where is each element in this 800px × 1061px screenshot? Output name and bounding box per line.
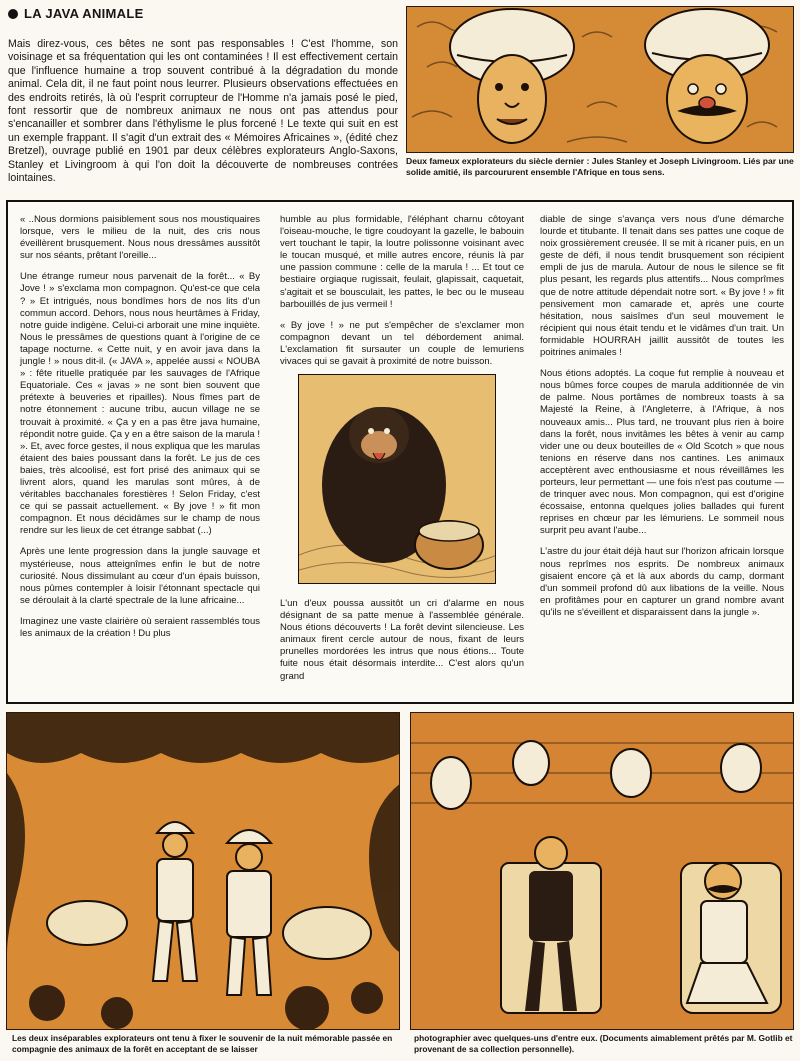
paragraph: « By jove ! » ne put s'empêcher de s'exclamer mon compagnon devant un tel débordement animal. L'exclamation fit sursauter un couple de lemuriens vivaces qui se gavait à proximité de notre buisson.	[280, 319, 524, 368]
bottom-right-caption: photographier avec quelques-uns d'entre eux. (Documents aimablement prêtés par M. Gotlib et provenant de sa collection personnelle).	[414, 1033, 793, 1054]
bullet-icon	[8, 9, 18, 19]
explorers-interior-illustration	[410, 712, 794, 1030]
gorilla-illustration	[298, 374, 496, 584]
paragraph: L'astre du jour était déjà haut sur l'horizon africain lorsque nous reprîmes nos esprits. De nombreux animaux gisaient encore çà et là aux abords du camp, dormant d'un sommeil profond dû aux libations de la veille. Nous en profitâmes pour en capturer un grand nombre avant qu'ils ne s'éveillent et disparaissent dans la jungle ».	[540, 546, 784, 618]
top-caption: Deux fameux explorateurs du siècle dernier : Jules Stanley et Joseph Livingroom. Liés par une solide amitié, ils parcoururent ensemble l'Afrique en tous sens.	[406, 156, 794, 177]
paragraph: Imaginez une vaste clairière où seraient rassemblés tous les animaux de la création ! Du plus	[20, 615, 260, 639]
story-column-1	[20, 214, 260, 649]
paragraph: Après une lente progression dans la jungle sauvage et mystérieuse, nous atteignîmes enfin le but de notre curiosité. Nous dissimulant au cœur d'un épais buisson, nous pûmes contempler à loisir l'étonnant spectacle qui se déroulait à la clarté spectrale de la lune africaine...	[20, 546, 260, 606]
paragraph: humble au plus formidable, l'éléphant charnu côtoyant l'oiseau-mouche, le tigre coudoyant la gazelle, le babouin vert touchant le tapir, la loutre polissonne voisinant avec le toucan musqué, et mille autres encore, réunis là par une passion commune : celle de la marula ! ... Et tout ce bestiaire orgiaque rugissait, feulait, glapissait, caquetait, s'agitait et se bousculait, les pattes, le bec ou le museau barbouillés de jus vermeil !	[280, 214, 524, 310]
paragraph: Une étrange rumeur nous parvenait de la forêt... « By Jove ! » s'exclama mon compagnon. Qu'est-ce que cela ? » Et intrigués, nous bondîmes hors de nos lits d'un commun accord. Dehors, nous nous heurtâmes à Friday, notre guide indigène. Celui-ci arborait une mine inquiète. Nous le pressâmes de questions quant à l'origine de ce tapage nocturne. « Cette nuit, y en avoir java dans la jungle ! » nous dit-il. (« JAVA », appelée aussi « NOUBA » : fête rituelle pratiquée par les sauvages de l'Afrique Equatoriale. Ces « javas » ne sont bien souvent que prétexte à beuveries et ripailles). Nous fîmes part de notre étonnement : aucune tribu, aucun village ne se trouvait à proximité. « Ça y en a pas être java humaine, répondit notre guide. Ça y en a être saison de la marula ! ». Et, avec force gestes, il nous expliqua que les marulas étaient des baies poussant dans la forêt. Le jus de ces baies, très alcoolisé, est fort prisé des animaux qui se livrent alors, quand les marulas sont mûres, à de véritables bacchanales forestières ! Selon Friday, c'est ce qui se passait actuellement. « By jove ! » fit mon compagnon. Et nous décidâmes sur le champ de nous rendre sur les lieux de cet étrange sabbat (...)	[20, 271, 260, 537]
story-column-2-continued	[280, 598, 524, 692]
seated-explorer-left	[501, 837, 601, 1013]
seated-explorer-right	[681, 863, 781, 1013]
explorers-portrait-illustration	[406, 6, 794, 153]
article-title	[8, 6, 144, 21]
paragraph: diable de singe s'avança vers nous d'une démarche lourde et titubante. Il tenait dans ses pattes une coque de noix grossièrement creusée. Il se mit à ricaner puis, en un geste de défi, il nous tendit brusquement son récipient empli de jus de marula. Autour de nous le silence se fit plus pesant, les regards plus attentifs... Nous comprîmes que de notre attitude dépendait notre sort. « By jove ! » fit pensivement mon camarade et, après une courte hésitation, nous saisîmes d'un seul mouvement le récipient qui nous était tendu et le vidâmes d'un trait. Un formidable HOURRAH jaillit aussitôt de toutes les poitrines animales !	[540, 214, 784, 359]
paragraph: « ..Nous dormions paisiblement sous nos moustiquaires lorsque, vers le milieu de la nuit, des cris nous éveillèrent brusquement. Nous nous dressâmes aussitôt sur nos séants, prêtant l'oreille...	[20, 214, 260, 262]
intro-paragraph: Mais direz-vous, ces bêtes ne sont pas responsables ! C'est l'homme, son voisinage et sa fréquentation qui les ont contaminées ! Il est effectivement certain que l'influence humaine a trop souvent contribué à la dégradation du monde animal. Cela dit, il ne faut point nous leurrer. Plusieurs observations effectuées en des endroits retirés, là où l'esprit corrupteur de l'Homme n'a jamais posé le pied, font ressortir que de nombreux animaux ne nous ont pas attendus pour s'encanailler et sombrer dans l'éthylisme le plus forcené ! Le texte qui suit en est un exemple frappant. Il s'agit d'un extrait des « Mémoires Africaines », (édité chez Bretzel), ouvrage publié en 1901 par deux célèbres explorateurs Anglo-Saxons, Stanley et Livingroom à qui l'on doit la découverte de nombreuses contrées lointaines.	[8, 38, 398, 185]
story-box	[6, 200, 794, 704]
bottom-left-caption: Les deux inséparables explorateurs ont tenu à fixer le souvenir de la nuit mémorable passée en compagnie des animaux de la forêt en acceptant de se laisser	[12, 1033, 393, 1054]
story-column-3	[540, 214, 784, 628]
explorers-with-animals-illustration	[6, 712, 400, 1030]
paragraph: Nous étions adoptés. La coque fut remplie à nouveau et nous bûmes force coupes de marula additionnée de vin de palme. Nous portâmes de nombreux toasts à sa Majesté la Reine, à l'Angleterre, à l'Afrique, à nos nouveaux amis... Plus tard, ne trouvant plus rien à boire dans la forêt, nous invitâmes les bêtes à venir au camp vider une ou deux bouteilles de « Old Scotch » que nous tenions en réserve dans nos cantines. Les animaux acceptèrent avec enthousiasme et nous réveillâmes les porteurs, leur permettant — une fois n'est pas coutume — de trinquer avec nous. Mon compagnon, qui est d'origine écossaise, entonna quelques jolies ballades qui furent reprises en chœur par les lémuriens. Le sommeil nous surprit peu avant l'aube...	[540, 368, 784, 537]
title-text: LA JAVA ANIMALE	[24, 6, 144, 21]
paragraph: L'un d'eux poussa aussitôt un cri d'alarme en nous désignant de sa patte menue à l'assemblée générale. Nous étions découverts ! La forêt devint silencieuse. Les animaux firent cercle autour de nous, fixant de leurs prunelles mordorées les intrus que nous étions... Toute fuite nous était désormais interdite... C'est alors qu'un grand	[280, 598, 524, 682]
story-column-2	[280, 214, 524, 377]
